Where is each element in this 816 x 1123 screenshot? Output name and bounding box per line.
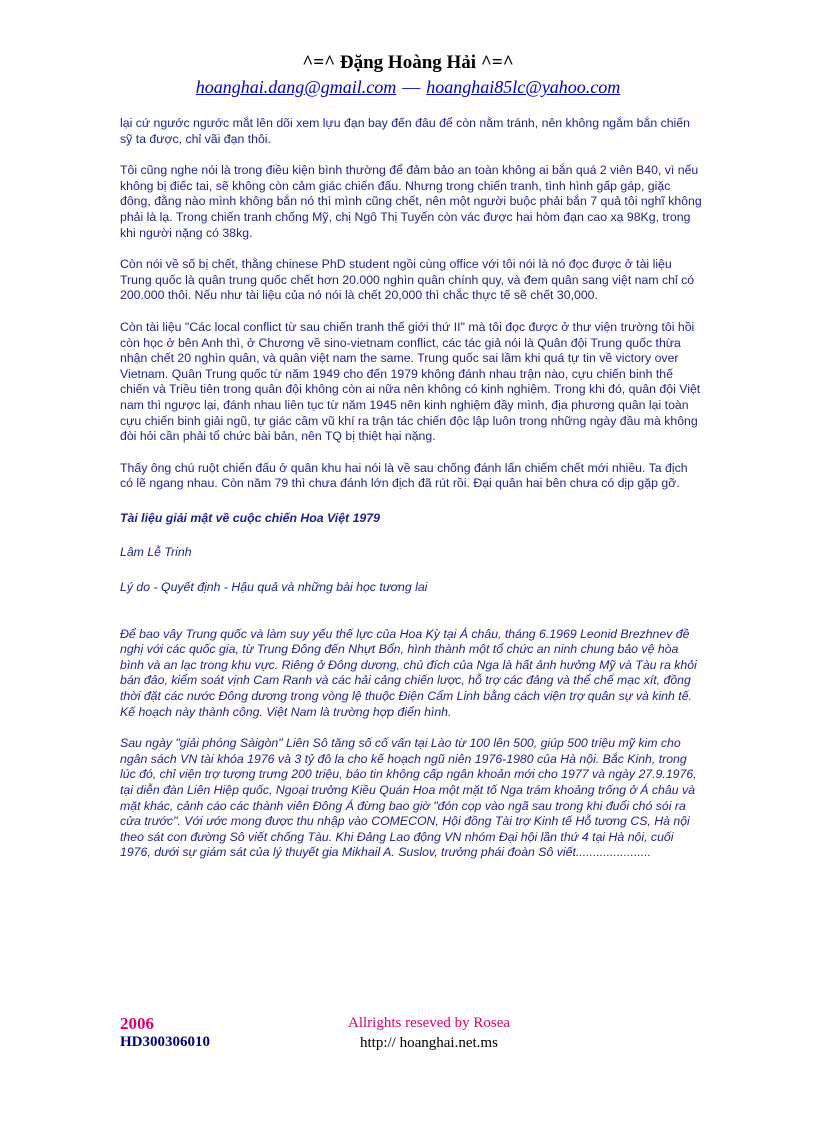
paragraph-6: Để bao vây Trung quốc và làm suy yếu thế lực của Hoa Kỳ tại Á châu, tháng 6.1969 Leonid Brezhnev đề nghị với các quốc gia, từ Trung Đông đến Nhựt Bổn, hình thành một tổ chức an ninh chung bảo vệ hòa bình và an lạc trong khu vực. Riêng ở Đông dương, chủ đích của Nga là hất ảnh hưởng Mỹ và Tàu ra khỏi bán đảo, kiểm soát vịnh Cam Ranh và các hải cảng chiến lược, hỗ trợ các đảng và thể chế mạc xít, đồng thời đặt các nước Đông dương trong vòng lệ thuộc Điện Cẩm Linh bằng cách viện trợ quân sự và kinh tế. Kế hoạch này thành công. Việt Nam là trường hợp điển hình. <box>120 626 697 719</box>
footer-code: HD300306010 <box>120 1034 210 1050</box>
page-header <box>0 52 816 98</box>
email-separator: — <box>402 77 421 97</box>
header-emails <box>0 76 816 98</box>
email-link-yahoo[interactable]: hoanghai85lc@yahoo.com <box>426 77 621 97</box>
paragraph-3: Còn nói về số bị chết, thằng chinese PhD student ngồi cùng office với tôi nói là nó đọc được ở tài liệu Trung quốc là quân trung quốc chết hơn 20.000 nghìn quân chính quy, và đem quân sang việt nam chỉ có 200.000 thôi. Nếu như tài liệu của nó nói là chết 20,000 thì chắc thực tế sẽ chết 30,000. <box>120 257 695 303</box>
paragraph-7: Sau ngày "giải phóng Sàigòn" Liên Sô tăng số cố vấn tại Lào từ 100 lên 500, giúp 500 triệu mỹ kim cho ngân sách VN tài khóa 1976 và 3 tỷ đô la cho kế hoạch ngũ niên 1976-1980 của Hà nội. Bắc Kinh, trong lúc đó, chỉ viện trợ tượng trưng 200 triệu, báo tin không cấp ngân khoản mới cho 1977 và ngày 27.9.1976, tại diễn đàn Liên Hiệp quốc, Ngoại trưởng Kiều Quán Hoa một mặt tố Nga trám khoảng trống ở Á châu và mặt khác, cảnh cáo các thành viên Đông Á đừng bao giờ "đón cọp vào ngã sau trong khi đuổi chó sói ra cửa trước". Với ước mong được thu nhập vào COMECON, Hội đồng Tài trợ Kinh tế Hỗ tương CS, Hà nội theo sát con đường Sô viết chống Tàu. Khi Đảng Lao động VN nhóm Đại hội lần thứ 4 tại Hà nội, cuối 1976, dưới sự giám sát của lý thuyết gia Mikhail A. Suslov, trưởng phái đoàn Sô viết...................... <box>120 736 697 860</box>
page-footer <box>120 1014 702 1054</box>
paragraph-1: lại cứ ngước ngước mắt lên dõi xem lựu đạn bay đến đâu để còn nằm tránh, nên không ngắm bắn chiến sỹ ta được, chỉ vãi đạn thôi. <box>120 116 690 146</box>
document-body <box>120 116 702 877</box>
paragraph-2: Tôi cũng nghe nói là trong điều kiện bình thường để đảm bảo an toàn không ai bắn quá 2 viên B40, vì nếu không bị điếc tai, sẽ không còn cảm giác chiến đấu. Nhưng trong chiến tranh, tình hình gấp gáp, giặc đông, đằng nào mình không bắn nó thì mình cũng chết, nên một người buộc phải bắn 7 quả tôi nghĩ không phải là lạ. Trong chiến tranh chống Mỹ, chị Ngô Thị Tuyến còn vác được hai hòm đạn cao xạ 98Kg, trong khi người nặng có 38kg. <box>120 163 702 240</box>
section-subtitle: Lý do - Quyết định - Hậu quả và những bài học tương lai <box>120 580 428 595</box>
author-name: Lâm Lễ Trinh <box>120 545 192 560</box>
footer-url[interactable]: http:// hoanghai.net.ms <box>360 1035 498 1051</box>
header-title: ^=^ Đặng Hoàng Hải ^=^ <box>302 52 514 73</box>
paragraph-5: Thấy ông chú ruột chiến đấu ở quân khu hai nói là về sau chống đánh lấn chiếm chết mới nhiều. Ta địch có lẽ ngang nhau. Còn năm 79 thì chưa đánh lớn địch đã rút rồi. Đại quân hai bên chưa có dịp gặp gỡ. <box>120 460 688 491</box>
paragraph-4: Còn tài liệu "Các local conflict từ sau chiến tranh thế giới thứ II" mà tôi đọc được ở thư viện trường tôi hồi còn học ở bên Anh thì, ở Chương về sino-vietnam conflict, các tác giả nói là Quân đội Trung quốc thừa nhận chết 20 nghìn quân, và quân việt nam the same. Trung quốc sai lầm khi quá tự tin về victory over Vietnam. Quân Trung quốc từ năm 1949 cho đến 1979 không đánh nhau trận nào, cựu chiến binh thế chiến và Triều tiên trong quân đội không còn ai nữa nên không có kinh nghiệm. Trong khi đó, quân đội Việt nam thì ngược lại, đánh nhau liên tục từ năm 1945 nên kinh nghiệm đầy mình, địa phương quân lại toàn cựu chiến binh giải ngũ, tự giác cầm vũ khí ra trận tác chiến độc lập luôn trong những ngày đầu mà không đòi hỏi cần phải tổ chức bài bản, nên TQ bị thiệt hại nặng. <box>120 319 701 444</box>
footer-rights: Allrights reseved by Rosea <box>348 1015 511 1031</box>
email-link-gmail[interactable]: hoanghai.dang@gmail.com <box>195 77 397 97</box>
footer-year: 2006 <box>120 1014 154 1033</box>
section-title: Tài liệu giải mật về cuộc chiến Hoa Việt 1979 <box>120 510 380 525</box>
